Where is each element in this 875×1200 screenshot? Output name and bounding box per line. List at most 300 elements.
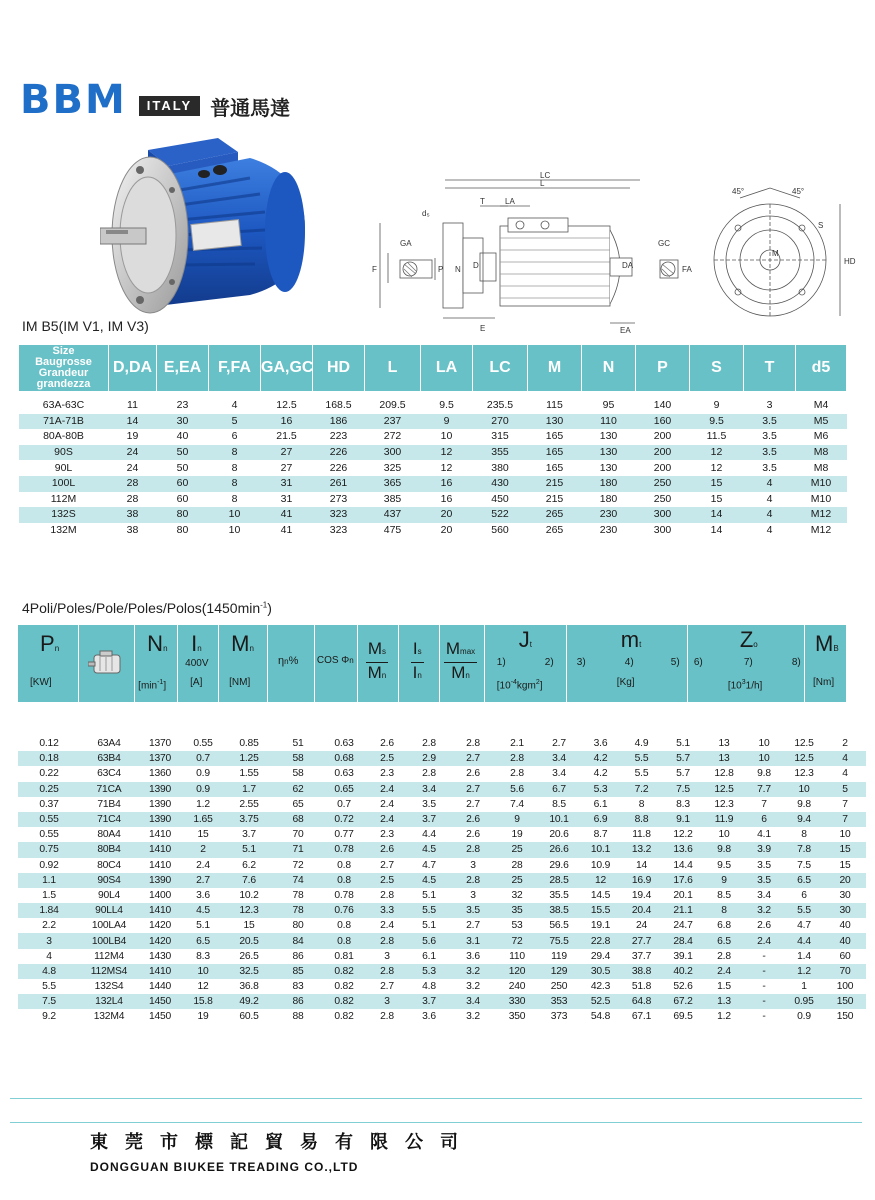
table-cell: 5.3 xyxy=(580,782,621,797)
zo-sub: o xyxy=(753,640,758,649)
column-header: F,FA xyxy=(209,345,261,392)
zo-unit: [10 xyxy=(727,680,742,692)
table-cell: 130 xyxy=(528,414,582,430)
table-cell: 52.6 xyxy=(673,981,693,993)
table-cell: 40 xyxy=(176,430,189,443)
table-cell: 20.1 xyxy=(673,889,693,901)
table-cell: 165 xyxy=(545,430,564,443)
table-cell: 3.5 xyxy=(744,873,784,888)
table-cell: 10 xyxy=(228,524,241,537)
header-ms-mn xyxy=(358,625,399,702)
table-cell: 29.6 xyxy=(549,859,569,871)
label-e: E xyxy=(480,324,486,333)
mn-sub: n xyxy=(249,644,254,653)
table-cell: 132S4 xyxy=(94,981,124,993)
table-cell: 1.5 xyxy=(42,889,56,901)
table-cell: 8 xyxy=(231,461,238,474)
table-cell: 8 xyxy=(801,829,807,841)
table-cell: 5.6 xyxy=(408,933,450,948)
performance-title-sup: -1 xyxy=(260,600,268,610)
table-cell: 10 xyxy=(209,507,261,523)
column-header: N xyxy=(582,345,636,392)
nn-unit: [min xyxy=(138,680,158,692)
table-cell: 13.2 xyxy=(621,842,662,857)
table-cell: 6 xyxy=(801,889,807,901)
table-cell: 2.2 xyxy=(42,920,56,932)
mn-unit: [NM] xyxy=(229,677,251,688)
table-cell: 20 xyxy=(421,507,473,523)
table-cell: 235.5 xyxy=(486,399,514,412)
label-d: D xyxy=(473,261,479,270)
table-cell: 80A4 xyxy=(97,829,121,841)
table-cell: 75.5 xyxy=(538,933,580,948)
table-cell: 150 xyxy=(836,1011,854,1023)
mt-symbol: m xyxy=(620,627,640,652)
table-cell: 8.5 xyxy=(552,798,566,810)
table-cell: 132S xyxy=(19,507,109,523)
table-cell: 2.1 xyxy=(510,738,524,750)
table-cell: 2.6 xyxy=(757,920,771,932)
header-zo: Zo 6) 7) 8) $[10^31/h]$ xyxy=(688,625,805,702)
table-cell: 265 xyxy=(545,524,564,537)
table-cell: 2.8 xyxy=(380,1011,394,1023)
table-cell: - xyxy=(762,950,766,962)
table-cell: 51 xyxy=(292,738,304,750)
table-cell: 6.5 xyxy=(182,933,224,948)
table-cell: 325 xyxy=(383,461,402,474)
table-cell: 3.4 xyxy=(538,751,580,766)
table-cell: 80 xyxy=(176,524,189,537)
table-cell: 119 xyxy=(551,950,567,962)
table-cell: 0.82 xyxy=(322,994,366,1009)
mmax-den: M xyxy=(451,663,466,682)
table-cell: 15 xyxy=(839,859,851,871)
table-cell: 7.6 xyxy=(224,873,274,888)
table-row xyxy=(18,842,866,857)
table-cell: 15 xyxy=(824,842,866,857)
table-cell: 0.77 xyxy=(334,829,354,841)
label-angle-right: 45° xyxy=(792,187,805,196)
table-cell: 9.5 xyxy=(439,399,454,412)
mt-col-3: 3) xyxy=(576,657,586,668)
zo-col-7: 7) xyxy=(743,657,753,668)
table-cell: 49.2 xyxy=(224,994,274,1009)
table-cell: 1400 xyxy=(148,889,172,901)
table-cell: 2.6 xyxy=(450,812,496,827)
table-cell: 3.5 xyxy=(744,414,796,430)
table-cell: 1.25 xyxy=(224,751,274,766)
table-cell: 100LB4 xyxy=(80,933,138,948)
table-cell: 0.7 xyxy=(182,751,224,766)
table-cell: 14.4 xyxy=(673,859,693,871)
mt-col-5: 5) xyxy=(670,657,680,668)
table-cell: 12.5 xyxy=(794,738,814,750)
table-cell: 85 xyxy=(274,964,322,979)
table-cell: 54.8 xyxy=(590,1011,611,1023)
table-cell: 1.84 xyxy=(18,903,80,918)
table-cell: 12 xyxy=(440,461,453,474)
table-cell: 90L xyxy=(54,461,73,474)
product-subtitle: 普通馬達 xyxy=(210,97,291,120)
table-row xyxy=(18,827,866,842)
table-cell: 11.8 xyxy=(632,829,651,841)
ms-den-sub: n xyxy=(381,671,387,680)
table-cell: 4.9 xyxy=(634,738,649,750)
column-header: L xyxy=(365,345,421,392)
table-cell: 2.8 xyxy=(450,873,496,888)
table-cell: 0.8 xyxy=(322,933,366,948)
in-voltage: 400V xyxy=(185,658,209,669)
table-cell: 28 xyxy=(126,492,139,505)
table-cell: 110 xyxy=(582,414,636,430)
table-cell: 180 xyxy=(599,492,618,505)
table-cell: 373 xyxy=(550,1011,568,1023)
table-cell: 132M xyxy=(50,524,77,537)
table-cell: 1.1 xyxy=(18,873,80,888)
dimensions-table xyxy=(18,344,847,538)
table-cell: 315 xyxy=(491,430,509,443)
table-cell: 28.4 xyxy=(662,933,704,948)
table-cell: 0.78 xyxy=(322,842,366,857)
table-cell: 12 xyxy=(197,981,209,993)
mb-symbol: M xyxy=(815,631,834,656)
table-cell: 3.2 xyxy=(744,903,784,918)
table-cell: 60 xyxy=(176,492,189,505)
table-cell: 3.6 xyxy=(196,889,210,901)
mn-symbol: M xyxy=(231,631,250,656)
table-cell: 9.1 xyxy=(662,812,704,827)
table-cell: 14 xyxy=(710,524,723,537)
table-cell: M8 xyxy=(813,461,829,474)
table-cell: 2.7 xyxy=(182,873,224,888)
table-cell: 3.6 xyxy=(593,738,608,750)
table-cell: 15 xyxy=(197,829,209,841)
header-mn xyxy=(219,625,268,702)
table-cell: 63A4 xyxy=(97,738,121,750)
table-cell: 24 xyxy=(635,920,648,932)
table-cell: 31 xyxy=(280,492,293,505)
table-cell: 385 xyxy=(383,492,402,505)
table-cell: 8 xyxy=(231,492,238,505)
table-cell: - xyxy=(744,994,784,1009)
table-cell: 22.8 xyxy=(580,933,621,948)
table-cell: 4.1 xyxy=(757,829,771,841)
table-cell: 1440 xyxy=(148,981,172,993)
table-cell: 132L4 xyxy=(80,994,138,1009)
table-cell: 350 xyxy=(508,1011,526,1023)
table-cell: 72 xyxy=(292,859,304,871)
label-d5: d₅ xyxy=(422,209,430,218)
table-cell: 52.5 xyxy=(580,994,621,1009)
label-da: DA xyxy=(622,261,634,270)
table-cell: 12.3 xyxy=(794,768,814,780)
table-row xyxy=(19,507,847,523)
table-cell: 3.5 xyxy=(762,461,777,474)
table-cell: 70 xyxy=(824,964,866,979)
label-la: LA xyxy=(505,197,515,206)
table-cell: 0.85 xyxy=(239,738,259,750)
table-cell: 1450 xyxy=(148,1011,172,1023)
table-cell: 8 xyxy=(209,476,261,492)
column-header: S xyxy=(690,345,744,392)
table-cell: 0.68 xyxy=(322,751,366,766)
table-cell: 28.5 xyxy=(538,873,580,888)
table-cell: 24 xyxy=(109,445,157,461)
table-cell: 250 xyxy=(550,981,568,993)
table-row xyxy=(19,392,847,414)
table-cell: 2.7 xyxy=(380,981,394,993)
table-cell: 8.3 xyxy=(196,950,210,962)
table-cell: 6.7 xyxy=(538,782,580,797)
table-cell: 2.55 xyxy=(239,798,259,810)
table-cell: 3 xyxy=(470,859,476,871)
in-unit: [A] xyxy=(190,677,203,688)
table-cell: M4 xyxy=(813,399,829,412)
table-cell: 30 xyxy=(157,414,209,430)
table-cell: 9.2 xyxy=(42,1011,56,1023)
table-cell: 80 xyxy=(292,920,304,932)
table-cell: 0.55 xyxy=(39,829,59,841)
brand-logo xyxy=(20,77,291,123)
table-cell: 2.7 xyxy=(466,920,480,932)
table-cell: 2.8 xyxy=(717,950,731,962)
table-cell: 16.9 xyxy=(621,873,662,888)
table-cell: 300 xyxy=(653,524,672,537)
table-cell: 6.5 xyxy=(784,873,824,888)
table-cell: 38 xyxy=(126,524,139,537)
performance-title-text: 4Poli/Poles/Pole/Poles/Polos(1450min xyxy=(22,600,261,616)
table-cell: 37.7 xyxy=(631,950,652,962)
table-cell: 4.5 xyxy=(182,903,224,918)
table-cell: 4 xyxy=(824,751,866,766)
table-cell: 5 xyxy=(824,782,866,797)
table-cell: 71CA xyxy=(80,782,138,797)
table-cell: 0.76 xyxy=(322,903,366,918)
nn-sub: n xyxy=(163,644,168,653)
jt-col-2: 2) xyxy=(544,657,554,668)
table-cell: 115 xyxy=(546,399,563,412)
label-p: P xyxy=(438,265,444,274)
mmax-den-sub: n xyxy=(465,671,470,680)
table-row xyxy=(18,918,866,933)
table-cell: 7.2 xyxy=(621,782,662,797)
table-cell: 3.3 xyxy=(366,903,408,918)
table-cell: 4 xyxy=(766,524,773,537)
table-cell: 38.5 xyxy=(538,903,580,918)
table-cell: 1420 xyxy=(148,920,172,932)
table-cell: 1.55 xyxy=(239,768,259,780)
table-cell: 60.5 xyxy=(239,1011,259,1023)
table-cell: 6.9 xyxy=(580,812,621,827)
table-row xyxy=(18,751,866,766)
table-cell: 0.9 xyxy=(797,1011,811,1023)
size-header-line: grandezza xyxy=(36,378,91,390)
column-header: LA xyxy=(421,345,473,392)
table-cell: 380 xyxy=(491,461,509,474)
table-cell: 100LA4 xyxy=(91,920,127,932)
table-row xyxy=(18,766,866,781)
table-cell: 1.2 xyxy=(196,798,210,810)
table-row xyxy=(19,414,847,430)
table-cell: 273 xyxy=(329,492,348,505)
table-cell: 2.4 xyxy=(196,859,210,871)
table-cell: 168.5 xyxy=(325,399,352,412)
header-efficiency xyxy=(268,625,315,702)
table-cell: 71C4 xyxy=(80,812,138,827)
table-cell: 41 xyxy=(280,524,293,537)
table-cell: 0.72 xyxy=(322,812,366,827)
table-cell: 25 xyxy=(496,842,538,857)
table-cell: 10 xyxy=(784,782,824,797)
table-cell: 3.4 xyxy=(552,768,566,780)
mt-sub: t xyxy=(639,640,642,649)
table-cell: 64.8 xyxy=(621,994,662,1009)
table-cell: 3.5 xyxy=(450,903,496,918)
size-header-line: Grandeur xyxy=(38,367,89,379)
table-cell: 58 xyxy=(292,768,304,780)
table-cell: 3.2 xyxy=(450,964,496,979)
table-cell: 28 xyxy=(109,476,157,492)
is-num-sub: s xyxy=(417,647,422,656)
eta-symbol: η xyxy=(277,655,285,667)
table-cell: 11.9 xyxy=(704,812,744,827)
table-cell: 130 xyxy=(599,461,618,474)
table-cell: 2.8 xyxy=(466,738,480,750)
table-cell: 21.1 xyxy=(662,903,704,918)
table-cell: 2.5 xyxy=(366,873,408,888)
motor-icon xyxy=(88,649,128,679)
table-cell: 30 xyxy=(839,889,851,901)
table-cell: 1 xyxy=(801,981,807,993)
table-row xyxy=(18,873,866,888)
table-cell: 4 xyxy=(744,476,796,492)
table-cell: 5.7 xyxy=(662,751,704,766)
table-cell: 2.8 xyxy=(366,964,408,979)
table-cell: 265 xyxy=(528,507,582,523)
table-cell: 112M xyxy=(50,492,77,505)
table-cell: 14 xyxy=(109,414,157,430)
table-cell: 16 xyxy=(440,492,453,505)
table-cell: 230 xyxy=(599,524,618,537)
table-cell: 80A-80B xyxy=(43,430,84,443)
dimension-drawing xyxy=(360,168,865,338)
table-cell: 4 xyxy=(744,507,796,523)
eta-unit: % xyxy=(288,655,299,667)
table-cell: 83 xyxy=(292,981,304,993)
mmax-num: M xyxy=(445,639,461,658)
table-row xyxy=(18,812,866,827)
table-cell: 7.8 xyxy=(784,842,824,857)
table-cell: 330 xyxy=(496,994,538,1009)
table-cell: 3.4 xyxy=(757,889,771,901)
table-cell: 7.5 xyxy=(797,859,811,871)
table-cell: 353 xyxy=(538,994,580,1009)
label-lc: LC xyxy=(540,171,551,180)
table-cell: 5.5 xyxy=(42,981,56,993)
table-row xyxy=(18,888,866,903)
table-row xyxy=(18,1009,866,1024)
table-row xyxy=(18,979,866,994)
table-cell: 10 xyxy=(744,751,784,766)
column-header: d5 xyxy=(796,345,847,392)
table-cell: 430 xyxy=(473,476,528,492)
table-cell: 2.6 xyxy=(466,829,480,841)
table-cell: 14.5 xyxy=(590,889,611,901)
table-cell: 58 xyxy=(274,751,322,766)
table-cell: 270 xyxy=(473,414,528,430)
table-cell: 88 xyxy=(292,1011,304,1023)
table-cell: 84 xyxy=(274,933,322,948)
table-cell: 4 xyxy=(842,768,848,780)
table-cell: 3 xyxy=(470,889,476,901)
table-cell: 71A-71B xyxy=(19,414,109,430)
table-cell: 10.9 xyxy=(590,859,611,871)
table-cell: 2.7 xyxy=(552,738,566,750)
performance-header xyxy=(18,625,846,702)
table-cell: 71 xyxy=(274,842,322,857)
table-cell: 27 xyxy=(280,461,293,474)
table-cell: 3.1 xyxy=(450,933,496,948)
table-cell: 5.3 xyxy=(408,964,450,979)
table-cell: 4 xyxy=(766,492,773,505)
table-cell: 5.6 xyxy=(496,782,538,797)
table-cell: 112M4 xyxy=(94,950,124,962)
table-cell: 2.8 xyxy=(450,842,496,857)
table-cell: 9 xyxy=(421,414,473,430)
table-cell: 11 xyxy=(127,399,138,412)
header-nn: Nn $[\min^{-1}]$ xyxy=(135,625,178,702)
table-cell: 226 xyxy=(329,461,348,474)
table-cell: 40 xyxy=(839,920,851,932)
table-cell: 56.5 xyxy=(549,920,569,932)
performance-table xyxy=(18,736,866,1025)
header-mb xyxy=(805,625,846,702)
table-cell: 42.3 xyxy=(590,981,611,993)
table-cell: 5 xyxy=(209,414,261,430)
table-cell: 130 xyxy=(599,430,618,443)
table-cell: 0.22 xyxy=(39,768,59,780)
table-cell: 60 xyxy=(839,950,851,962)
table-cell: 3.4 xyxy=(450,994,496,1009)
table-row xyxy=(19,445,847,461)
table-cell: 19.1 xyxy=(590,920,611,932)
table-cell: 3 xyxy=(366,994,408,1009)
table-cell: 6.8 xyxy=(717,920,731,932)
size-header xyxy=(19,345,109,392)
table-cell: 27 xyxy=(261,445,313,461)
table-cell: 21.5 xyxy=(276,430,297,443)
pn-sub: n xyxy=(54,644,60,653)
table-cell: 2.8 xyxy=(422,738,436,750)
table-cell: 78 xyxy=(274,903,322,918)
table-cell: 74 xyxy=(274,873,322,888)
table-cell: 26.5 xyxy=(239,950,259,962)
table-cell: 7.5 xyxy=(662,782,704,797)
header-jt: Jt 1) 2) $[10^{-4}kgm^2]$ xyxy=(485,625,567,702)
label-ga: GA xyxy=(400,239,412,248)
table-cell: 0.63 xyxy=(334,768,354,780)
table-cell: 15.5 xyxy=(580,903,621,918)
table-cell: 40.2 xyxy=(662,964,704,979)
table-cell: 437 xyxy=(365,507,421,523)
table-cell: 200 xyxy=(636,445,690,461)
table-cell: 522 xyxy=(473,507,528,523)
table-cell: 0.82 xyxy=(334,981,354,993)
table-cell: 3.4 xyxy=(408,782,450,797)
table-cell: 186 xyxy=(313,414,365,430)
table-cell: 35.5 xyxy=(549,889,569,901)
ms-num: M xyxy=(367,639,382,658)
